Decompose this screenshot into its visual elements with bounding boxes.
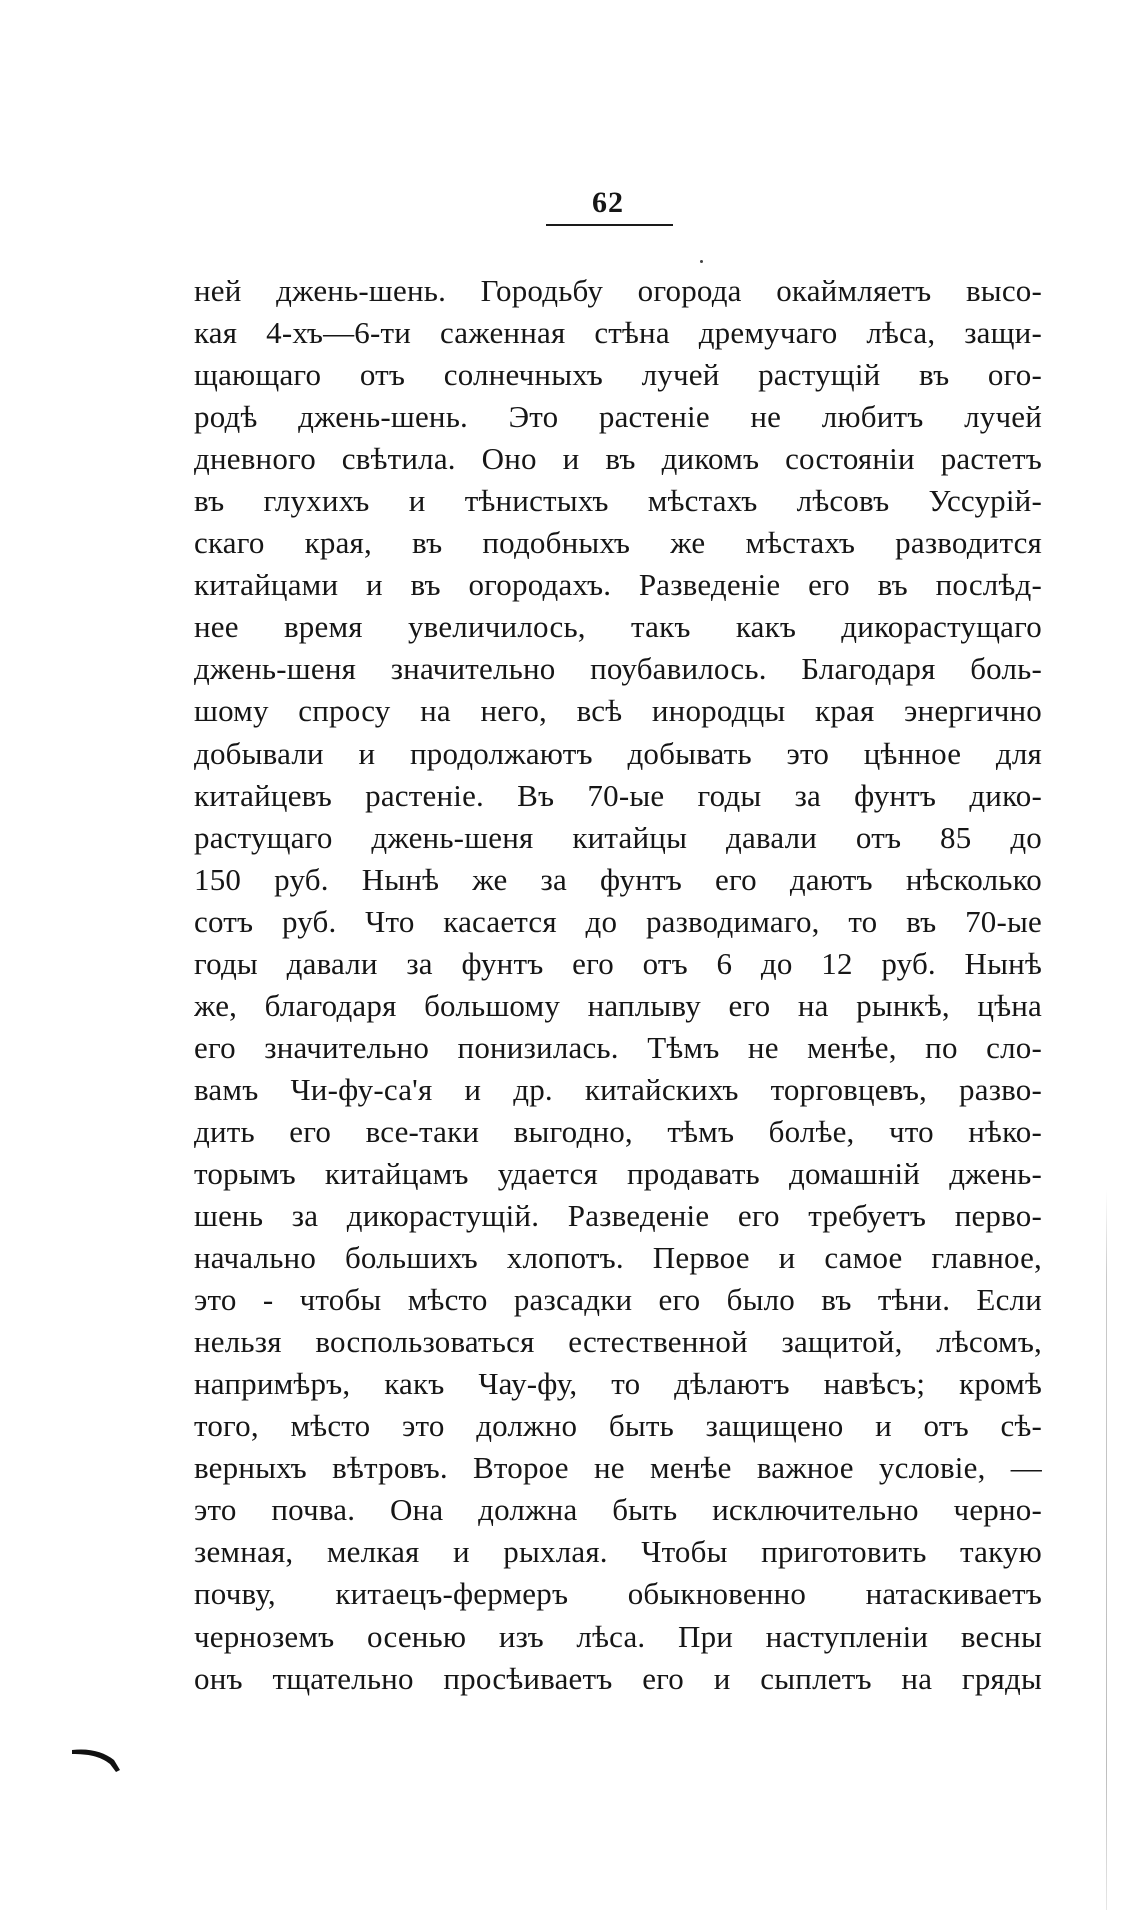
text-line: начально большихъ хлопотъ. Первое и самое главное, bbox=[194, 1240, 1042, 1276]
text-line: щающаго отъ солнечныхъ лучей растущій въ ого- bbox=[194, 357, 1042, 393]
text-line: это почва. Она должна быть исключительно черно- bbox=[194, 1492, 1042, 1528]
scan-artifact-mark bbox=[70, 1742, 130, 1778]
text-line: нее время увеличилось, такъ какъ дикорастущаго bbox=[194, 609, 1042, 645]
text-line: добывали и продолжаютъ добывать это цѣнное для bbox=[194, 735, 1042, 771]
text-line: почву, китаецъ-фермеръ обыкновенно натаскиваетъ bbox=[194, 1576, 1042, 1612]
text-line: 150 руб. Нынѣ же за фунтъ его даютъ нѣсколько bbox=[194, 861, 1042, 897]
text-line: ней джень-шень. Городьбу огорода окаймляетъ высо- bbox=[194, 273, 1042, 308]
text-line: черноземъ осенью изъ лѣса. При наступленіи весны bbox=[194, 1618, 1042, 1654]
text-line: въ глухихъ и тѣнистыхъ мѣстахъ лѣсовъ Уссурій- bbox=[194, 483, 1042, 519]
text-line: того, мѣсто это должно быть защищено и отъ сѣ- bbox=[194, 1408, 1042, 1444]
text-line: китайцевъ растеніе. Въ 70-ые годы за фунтъ дико- bbox=[194, 777, 1042, 813]
text-line: шому спросу на него, всѣ инородцы края энергично bbox=[194, 693, 1042, 729]
text-line: кая 4-хъ—6-ти саженная стѣна дремучаго лѣса, защи- bbox=[194, 315, 1042, 351]
text-line: годы давали за фунтъ его отъ 6 до 12 руб. Нынѣ bbox=[194, 945, 1042, 981]
header-rule bbox=[546, 224, 673, 226]
text-line: же, благодаря большому наплыву его на рынкѣ, цѣна bbox=[194, 987, 1042, 1023]
text-line: дневного свѣтила. Оно и въ дикомъ состояніи растетъ bbox=[194, 441, 1042, 477]
text-line: земная, мелкая и рыхлая. Чтобы приготовить такую bbox=[194, 1534, 1042, 1570]
text-line: его значительно понизилась. Тѣмъ не менѣе, по сло- bbox=[194, 1029, 1042, 1065]
text-line: китайцами и въ огородахъ. Разведеніе его въ послѣд- bbox=[194, 567, 1042, 603]
text-line: онъ тщательно просѣиваетъ его и сыплетъ на гряды bbox=[194, 1660, 1042, 1696]
text-line: шень за дикорастущій. Разведеніе его требуетъ перво- bbox=[194, 1198, 1042, 1234]
text-line: торымъ китайцамъ удается продавать домашній джень- bbox=[194, 1155, 1042, 1191]
text-line: родѣ джень-шень. Это растеніе не любитъ лучей bbox=[194, 399, 1042, 435]
text-line: нельзя воспользоваться естественной защитой, лѣсомъ, bbox=[194, 1324, 1042, 1360]
body-text bbox=[194, 270, 1042, 1700]
text-line: напримѣръ, какъ Чау-фу, то дѣлаютъ навѣсъ; кромѣ bbox=[194, 1366, 1042, 1402]
text-line: вамъ Чи-фу-са'я и др. китайскихъ торговцевъ, разво- bbox=[194, 1071, 1042, 1107]
text-line: дить его все-таки выгодно, тѣмъ болѣе, что нѣко- bbox=[194, 1113, 1042, 1149]
page-number: 62 bbox=[592, 186, 624, 219]
text-line: сотъ руб. Что касается до разводимаго, то въ 70-ые bbox=[194, 903, 1042, 939]
text-line: это - чтобы мѣсто разсадки его было въ тѣни. Если bbox=[194, 1282, 1042, 1318]
text-line: джень-шеня значительно поубавилось. Благодаря боль- bbox=[194, 651, 1042, 687]
page-fold-shadow bbox=[1106, 1190, 1107, 1910]
text-line: растущаго джень-шеня китайцы давали отъ 85 до bbox=[194, 819, 1042, 855]
text-line: верныхъ вѣтровъ. Второе не менѣе важное условіе, — bbox=[194, 1450, 1042, 1486]
print-speck bbox=[700, 260, 703, 263]
text-line: скаго края, въ подобныхъ же мѣстахъ разводится bbox=[194, 525, 1042, 561]
